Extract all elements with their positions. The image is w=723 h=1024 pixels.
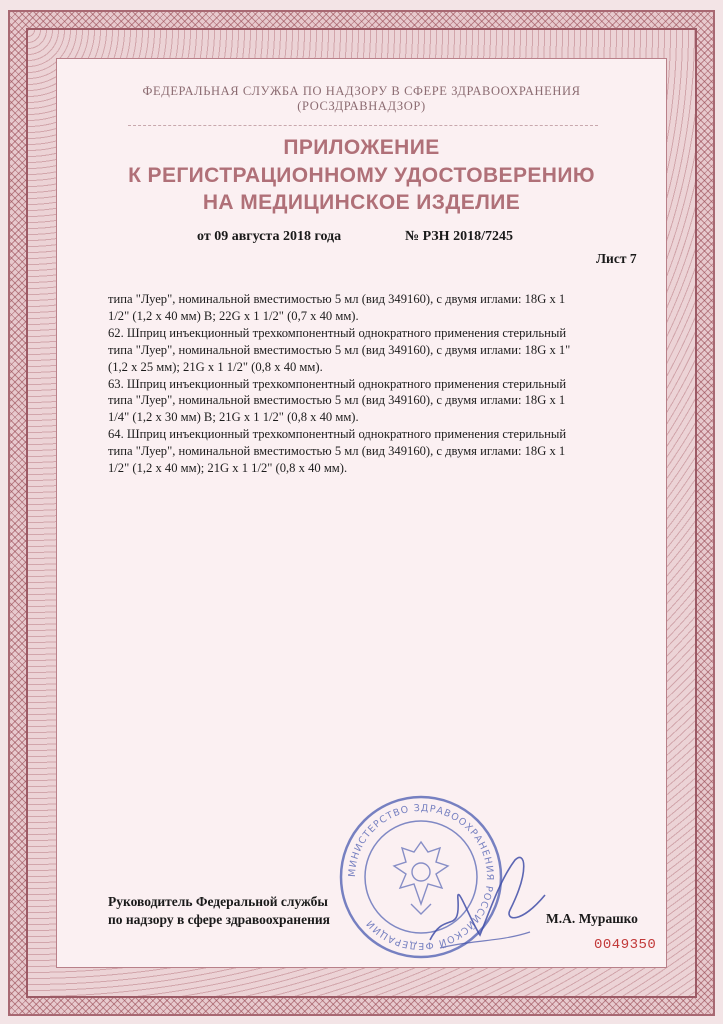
body-line: типа "Луер", номинальной вместимостью 5 мл (вид 349160), с двумя иглами: 18G x 1 <box>108 444 566 459</box>
agency-abbreviation: (РОСЗДРАВНАДЗОР) <box>297 99 426 113</box>
issue-date: от 09 августа 2018 года <box>197 229 342 244</box>
signatory-position-line1: Руководитель Федеральной службы <box>108 894 328 909</box>
body-line: типа "Луер", номинальной вместимостью 5 мл (вид 349160), с двумя иглами: 18G x 1" <box>108 342 571 357</box>
seal-text: МИНИСТЕРСТВО ЗДРАВООХРАНЕНИЯ РОССИЙСКОЙ ФЕДЕРАЦИИ <box>346 802 496 952</box>
body-line: 64. Шприц инъекционный трехкомпонентный однократного применения стерильный <box>108 427 567 442</box>
signatory-position-line2: по надзору в сфере здравоохранения <box>108 912 330 927</box>
signatory-name: М.А. Мурашко <box>546 911 638 926</box>
body-line: 1/2" (1,2 x 40 мм); 21G x 1 1/2" (0,8 x 40 мм). <box>108 461 348 476</box>
body-line: (1,2 x 25 мм); 21G x 1 1/2" (0,8 x 40 мм). <box>108 359 323 374</box>
body-line: 63. Шприц инъекционный трехкомпонентный однократного применения стерильный <box>108 376 567 391</box>
body-line: 1/2" (1,2 x 40 мм) B; 22G x 1 1/2" (0,7 x 40 мм). <box>108 308 359 323</box>
body-line: 1/4" (1,2 x 30 мм) B; 21G x 1 1/2" (0,8 x 40 мм). <box>108 410 359 425</box>
body-line: типа "Луер", номинальной вместимостью 5 мл (вид 349160), с двумя иглами: 18G x 1 <box>108 292 566 306</box>
header-divider <box>128 125 598 126</box>
signatory-position <box>108 893 330 929</box>
body-line: типа "Луер", номинальной вместимостью 5 мл (вид 349160), с двумя иглами: 18G x 1 <box>108 393 566 408</box>
handwritten-signature-icon <box>420 840 560 955</box>
document-title-line1: ПРИЛОЖЕНИЕ <box>283 136 440 159</box>
agency-name: ФЕДЕРАЛЬНАЯ СЛУЖБА ПО НАДЗОРУ В СФЕРЕ ЗДРАВООХРАНЕНИЯ <box>142 84 581 98</box>
document-body <box>108 291 648 477</box>
body-line: 62. Шприц инъекционный трехкомпонентный однократного применения стерильный <box>108 325 567 340</box>
document-title-line3: НА МЕДИЦИНСКОЕ ИЗДЕЛИЕ <box>202 191 521 214</box>
sheet-number: Лист 7 <box>596 251 637 266</box>
document-title-line2: К РЕГИСТРАЦИОННОМУ УДОСТОВЕРЕНИЮ <box>128 164 595 187</box>
registration-number: № РЗН 2018/7245 <box>405 229 513 244</box>
serial-number: 0049350 <box>594 937 657 953</box>
